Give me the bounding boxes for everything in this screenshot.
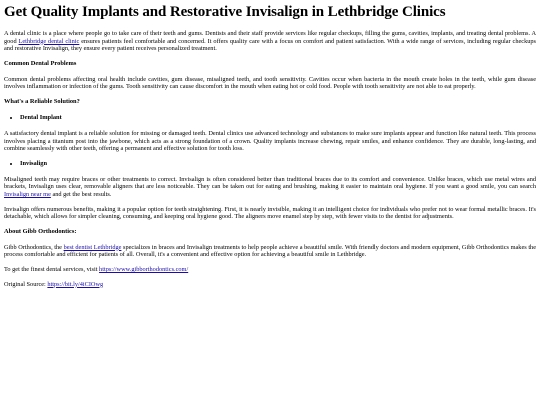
lethbridge-dental-clinic-link[interactable]: Lethbridge dental clinic — [18, 37, 80, 45]
original-source-link[interactable]: https://bit.ly/4iCIOwg — [47, 280, 104, 288]
invisalign-paragraph-2: Invisalign offers numerous benefits, making it a popular option for teeth straightening. First, it is nearly invisible, making it an intelligent choice for individuals who prefer not to wear formal metallic braces. It's detachable, which allows for simpler cleaning, consuming, and keeping oral hygiene good. The aligners move enamel step by step, with fewer visits to the dentist for adjustments. — [4, 205, 536, 221]
gibb-orthodontics-website-link[interactable]: https://www.gibborthodontics.com/ — [99, 265, 189, 273]
about-heading: About Gibb Orthodontics: — [4, 227, 77, 235]
about-paragraph — [4, 244, 536, 259]
visit-paragraph — [4, 266, 536, 274]
common-problems-paragraph: Common dental problems affecting oral health include cavities, gum disease, misaligned teeth, and tooth sensitivity. Cavities occur when bacteria in the mouth create holes in the teeth, while gum disease involves inflammation or infection of the gums. Tooth sensitivity can cause discomfort in the mouth when eating hot or cold food. People with tooth sensitivity are not able to eat properly. — [4, 75, 536, 91]
invisalign-paragraph-1 — [4, 176, 536, 199]
about-text-before: Gibb Orthodontics, the — [4, 243, 64, 251]
intro-text-after: ensures patients feel comfortable and concerned. It offers quality care with a focus on comfort and patient satisfaction. With a wide range of services, including regular checkups and restorative Invisalign, they ensure every patient receives personalized treatment. — [4, 37, 536, 53]
implant-bullet-list — [4, 114, 536, 122]
invisalign-text-before: Misaligned teeth may require braces or other treatments to correct. Invisalign is often considered better than traditional braces due to its comfort and convenience. Unlike braces, which use metal wires and brackets, Invisalign uses clear, removable aligners that are less noticeable. They can be taken out for eating and brushing, making it easier to maintain oral hygiene. If you want a good smile, you can search — [4, 175, 536, 191]
original-source-label: Original Source: — [4, 280, 48, 288]
original-source-paragraph — [4, 281, 536, 289]
best-dentist-lethbridge-link[interactable]: best dentist Lethbridge — [63, 243, 122, 251]
common-problems-heading: Common Dental Problems — [4, 59, 77, 67]
solution-heading: What's a Reliable Solution? — [4, 97, 80, 105]
invisalign-text-after: and get the best results. — [50, 190, 112, 198]
page-title: Get Quality Implants and Restorative Invisalign in Lethbridge Clinics — [4, 4, 446, 20]
intro-paragraph — [4, 30, 536, 53]
about-text-after: specializes in braces and Invisalign treatments to help people achieve a beautiful smile. With friendly doctors and modern equipment, Gibb Orthodontics makes the process comfortable and efficient for patients of all. Overall, it's a convenient and effective option for achieving a beautiful smile in Lethbridge. — [4, 243, 537, 259]
visit-text: To get the finest dental services, visit — [4, 265, 100, 273]
implant-paragraph: A satisfactory dental implant is a reliable solution for missing or damaged teeth. Dental clinics use advanced technology and substances to make sure implants appear and function like natural teeth. This process involves placing a titanium post into the jawbone, which acts as a strong foundation of a crown. Quality implants increase chewing, repair smiles, and enhance confidence. They are durable, long-lasting, and combine seamlessly with other teeth, offering a permanent and effective solution for tooth loss. — [4, 129, 536, 153]
invisalign-bullet-list — [4, 160, 536, 168]
invisalign-near-me-link[interactable]: Invisalign near me — [4, 190, 51, 198]
invisalign-bullet: • Invisalign — [20, 160, 536, 168]
implant-bullet: • Dental Implant — [20, 114, 536, 122]
intro-text-before: A dental clinic is a place where people go to take care of their teeth and gums. Dentists and their staff provide services like regular checkups, filling the gums, cavities, implants, and treating dental problems. A good — [4, 30, 536, 45]
